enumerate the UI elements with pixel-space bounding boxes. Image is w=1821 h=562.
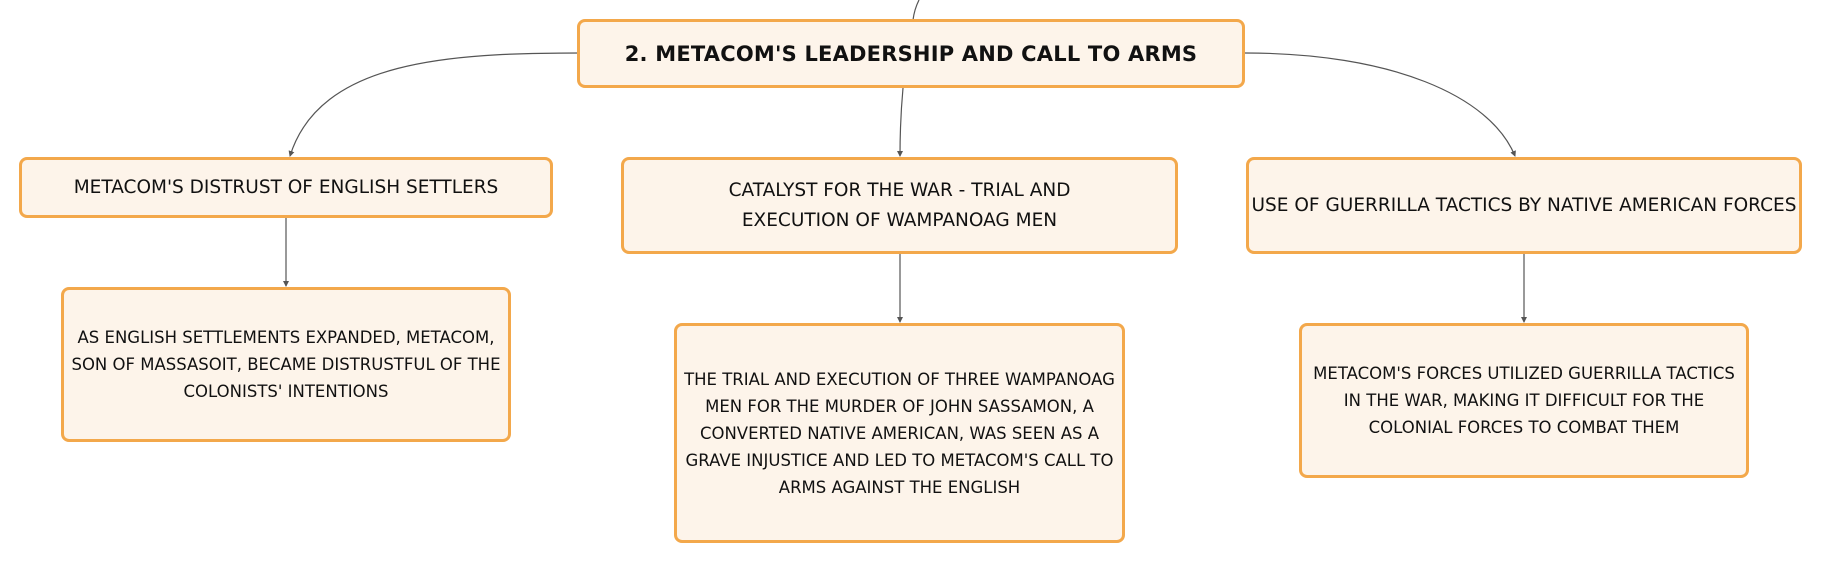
- detail-node-guerrilla[interactable]: [1299, 323, 1749, 478]
- connector-root-to-topic-distrust: [290, 53, 580, 156]
- detail-node-text: THE TRIAL AND EXECUTION OF THREE WAMPANOAG MEN FOR THE MURDER OF JOHN SASSAMON, A CONVERTED NATIVE AMERICAN, WAS SEEN AS A GRAVE INJUSTICE AND LED TO METACOM'S CALL TO ARMS AGAINST THE ENGLISH: [684, 369, 1115, 497]
- root-node[interactable]: [577, 19, 1245, 88]
- detail-node-distrust[interactable]: [61, 287, 511, 442]
- detail-node-text: AS ENGLISH SETTLEMENTS EXPANDED, METACOM, SON OF MASSASOIT, BECAME DISTRUSTFUL OF THE COLONISTS' INTENTIONS: [71, 328, 501, 401]
- detail-node-text: METACOM'S FORCES UTILIZED GUERRILLA TACTICS IN THE WAR, MAKING IT DIFFICULT FOR THE COLONIAL FORCES TO COMBAT THEM: [1313, 364, 1735, 437]
- topic-node-guerrilla[interactable]: [1246, 157, 1802, 254]
- topic-node-label: METACOM'S DISTRUST OF ENGLISH SETTLERS: [73, 176, 499, 198]
- connector-parent-to-root: [913, 0, 919, 20]
- topic-node-label: CATALYST FOR THE WAR - TRIAL AND EXECUTION OF WAMPANOAG MEN: [728, 179, 1071, 231]
- connector-root-to-topic-catalyst: [900, 88, 903, 156]
- topic-node-label: USE OF GUERRILLA TACTICS BY NATIVE AMERICAN FORCES: [1251, 194, 1797, 216]
- topic-node-distrust[interactable]: [19, 157, 553, 218]
- detail-node-catalyst[interactable]: [674, 323, 1125, 543]
- root-node-label: 2. METACOM'S LEADERSHIP AND CALL TO ARMS: [624, 41, 1198, 66]
- topic-node-catalyst[interactable]: [621, 157, 1178, 254]
- connector-root-to-topic-guerrilla: [1245, 53, 1515, 156]
